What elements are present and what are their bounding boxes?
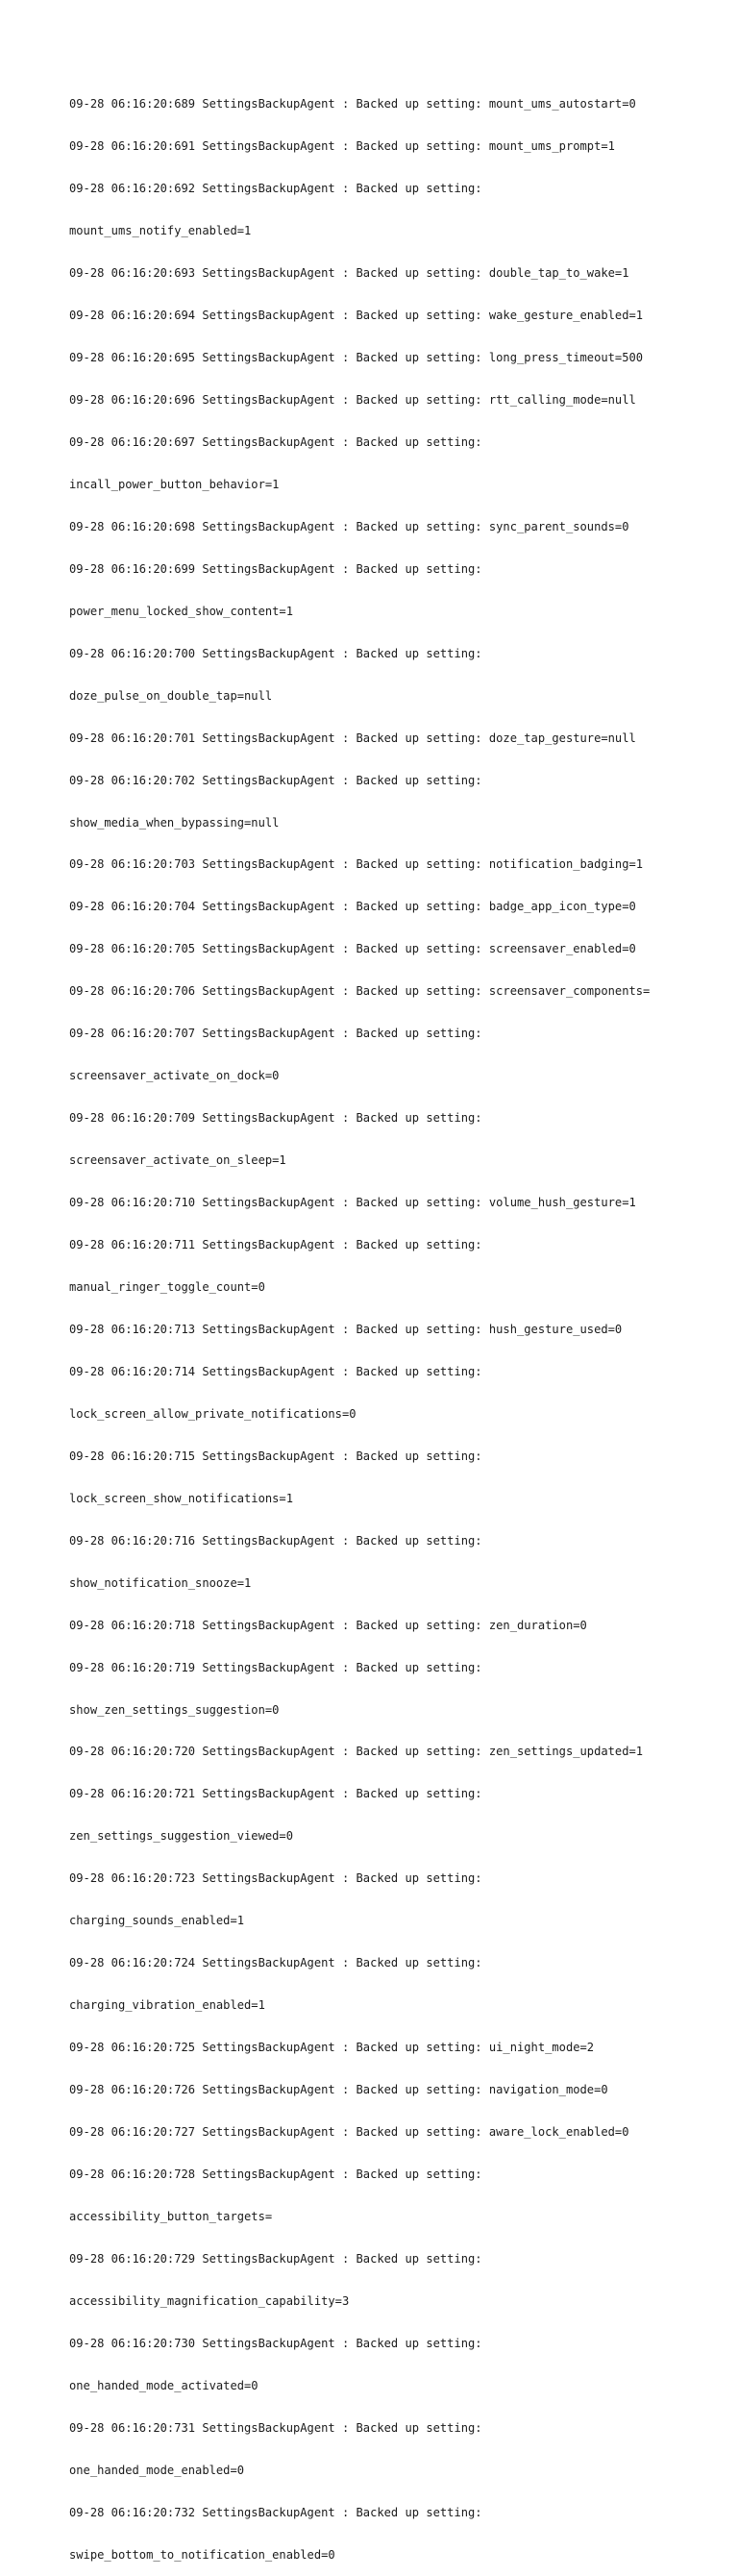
log-line: 09-28 06:16:20:710 SettingsBackupAgent : Backed up setting: volume_hush_gesture=1 [69, 1196, 636, 1210]
log-line: 09-28 06:16:20:705 SettingsBackupAgent : Backed up setting: screensaver_enabled=0 [69, 942, 636, 956]
log-line: 09-28 06:16:20:691 SettingsBackupAgent : Backed up setting: mount_ums_prompt=1 [69, 139, 615, 154]
log-line: 09-28 06:16:20:699 SettingsBackupAgent : Backed up setting: [69, 561, 482, 576]
log-line: 09-28 06:16:20:727 SettingsBackupAgent : Backed up setting: aware_lock_enabled=0 [69, 2125, 629, 2140]
log-line: 09-28 06:16:20:698 SettingsBackupAgent : Backed up setting: sync_parent_sounds=0 [69, 519, 629, 533]
log-line: swipe_bottom_to_notification_enabled=0 [69, 2547, 335, 2562]
log-line: 09-28 06:16:20:702 SettingsBackupAgent : Backed up setting: [69, 773, 482, 787]
log-line: power_menu_locked_show_content=1 [69, 604, 293, 618]
log-line: show_media_when_bypassing=null [69, 815, 280, 830]
log-line: 09-28 06:16:20:715 SettingsBackupAgent : Backed up setting: [69, 1449, 482, 1463]
log-line: lock_screen_allow_private_notifications=0 [69, 1406, 357, 1421]
log-line: 09-28 06:16:20:714 SettingsBackupAgent : Backed up setting: [69, 1364, 482, 1378]
log-line: doze_pulse_on_double_tap=null [69, 688, 273, 703]
log-line: 09-28 06:16:20:732 SettingsBackupAgent : Backed up setting: [69, 2505, 482, 2519]
log-line: charging_vibration_enabled=1 [69, 1998, 265, 2013]
log-line: 09-28 06:16:20:694 SettingsBackupAgent : Backed up setting: wake_gesture_enabled=1 [69, 309, 644, 323]
log-line: 09-28 06:16:20:707 SettingsBackupAgent : Backed up setting: [69, 1027, 482, 1041]
log-line: manual_ringer_toggle_count=0 [69, 1280, 265, 1294]
log-line: accessibility_magnification_capability=3 [69, 2293, 350, 2308]
log-line: mount_ums_notify_enabled=1 [69, 224, 252, 238]
log-line: 09-28 06:16:20:704 SettingsBackupAgent : Backed up setting: badge_app_icon_type=0 [69, 900, 636, 914]
log-line: lock_screen_show_notifications=1 [69, 1491, 293, 1505]
log-line: zen_settings_suggestion_viewed=0 [69, 1829, 293, 1844]
log-line: 09-28 06:16:20:693 SettingsBackupAgent : Backed up setting: double_tap_to_wake=1 [69, 266, 629, 281]
log-line: 09-28 06:16:20:695 SettingsBackupAgent : Backed up setting: long_press_timeout=500 [69, 351, 644, 365]
log-line: 09-28 06:16:20:706 SettingsBackupAgent : Backed up setting: screensaver_components= [69, 984, 651, 999]
log-line: 09-28 06:16:20:716 SettingsBackupAgent : Backed up setting: [69, 1533, 482, 1548]
log-line: screensaver_activate_on_sleep=1 [69, 1153, 286, 1168]
log-text-block [69, 69, 694, 2576]
log-line: 09-28 06:16:20:718 SettingsBackupAgent : Backed up setting: zen_duration=0 [69, 1618, 587, 1632]
log-line: 09-28 06:16:20:721 SettingsBackupAgent : Backed up setting: [69, 1787, 482, 1801]
log-line: 09-28 06:16:20:701 SettingsBackupAgent : Backed up setting: doze_tap_gesture=null [69, 731, 636, 745]
log-line: 09-28 06:16:20:709 SettingsBackupAgent : Backed up setting: [69, 1111, 482, 1126]
log-line: one_handed_mode_enabled=0 [69, 2463, 245, 2477]
log-line: show_zen_settings_suggestion=0 [69, 1702, 280, 1717]
log-line: 09-28 06:16:20:692 SettingsBackupAgent : Backed up setting: [69, 182, 482, 196]
log-line: 09-28 06:16:20:696 SettingsBackupAgent : Backed up setting: rtt_calling_mode=null [69, 392, 636, 407]
log-line: 09-28 06:16:20:697 SettingsBackupAgent : Backed up setting: [69, 434, 482, 449]
log-line: 09-28 06:16:20:726 SettingsBackupAgent : Backed up setting: navigation_mode=0 [69, 2083, 608, 2097]
log-line: 09-28 06:16:20:719 SettingsBackupAgent : Backed up setting: [69, 1660, 482, 1674]
log-line: 09-28 06:16:20:703 SettingsBackupAgent : Backed up setting: notification_badging=1 [69, 857, 644, 872]
log-line: 09-28 06:16:20:711 SettingsBackupAgent : Backed up setting: [69, 1238, 482, 1252]
log-line: 09-28 06:16:20:724 SettingsBackupAgent : Backed up setting: [69, 1956, 482, 1970]
log-line: incall_power_button_behavior=1 [69, 477, 280, 491]
log-line: 09-28 06:16:20:729 SettingsBackupAgent : Backed up setting: [69, 2251, 482, 2266]
log-line: accessibility_button_targets= [69, 2209, 273, 2223]
log-line: 09-28 06:16:20:700 SettingsBackupAgent : Backed up setting: [69, 646, 482, 660]
log-line: 09-28 06:16:20:713 SettingsBackupAgent : Backed up setting: hush_gesture_used=0 [69, 1322, 623, 1336]
log-line: 09-28 06:16:20:728 SettingsBackupAgent : Backed up setting: [69, 2167, 482, 2182]
log-line: 09-28 06:16:20:730 SettingsBackupAgent : Backed up setting: [69, 2336, 482, 2350]
log-line: 09-28 06:16:20:731 SettingsBackupAgent : Backed up setting: [69, 2420, 482, 2435]
log-line: screensaver_activate_on_dock=0 [69, 1069, 280, 1083]
log-line: show_notification_snooze=1 [69, 1575, 252, 1590]
log-line: charging_sounds_enabled=1 [69, 1914, 245, 1928]
log-line: 09-28 06:16:20:720 SettingsBackupAgent : Backed up setting: zen_settings_updated=1 [69, 1745, 644, 1759]
log-line: 09-28 06:16:20:723 SettingsBackupAgent : Backed up setting: [69, 1871, 482, 1886]
log-line: 09-28 06:16:20:725 SettingsBackupAgent : Backed up setting: ui_night_mode=2 [69, 2041, 595, 2055]
log-line: one_handed_mode_activated=0 [69, 2378, 258, 2392]
log-line: 09-28 06:16:20:689 SettingsBackupAgent : Backed up setting: mount_ums_autostart=0 [69, 97, 636, 111]
